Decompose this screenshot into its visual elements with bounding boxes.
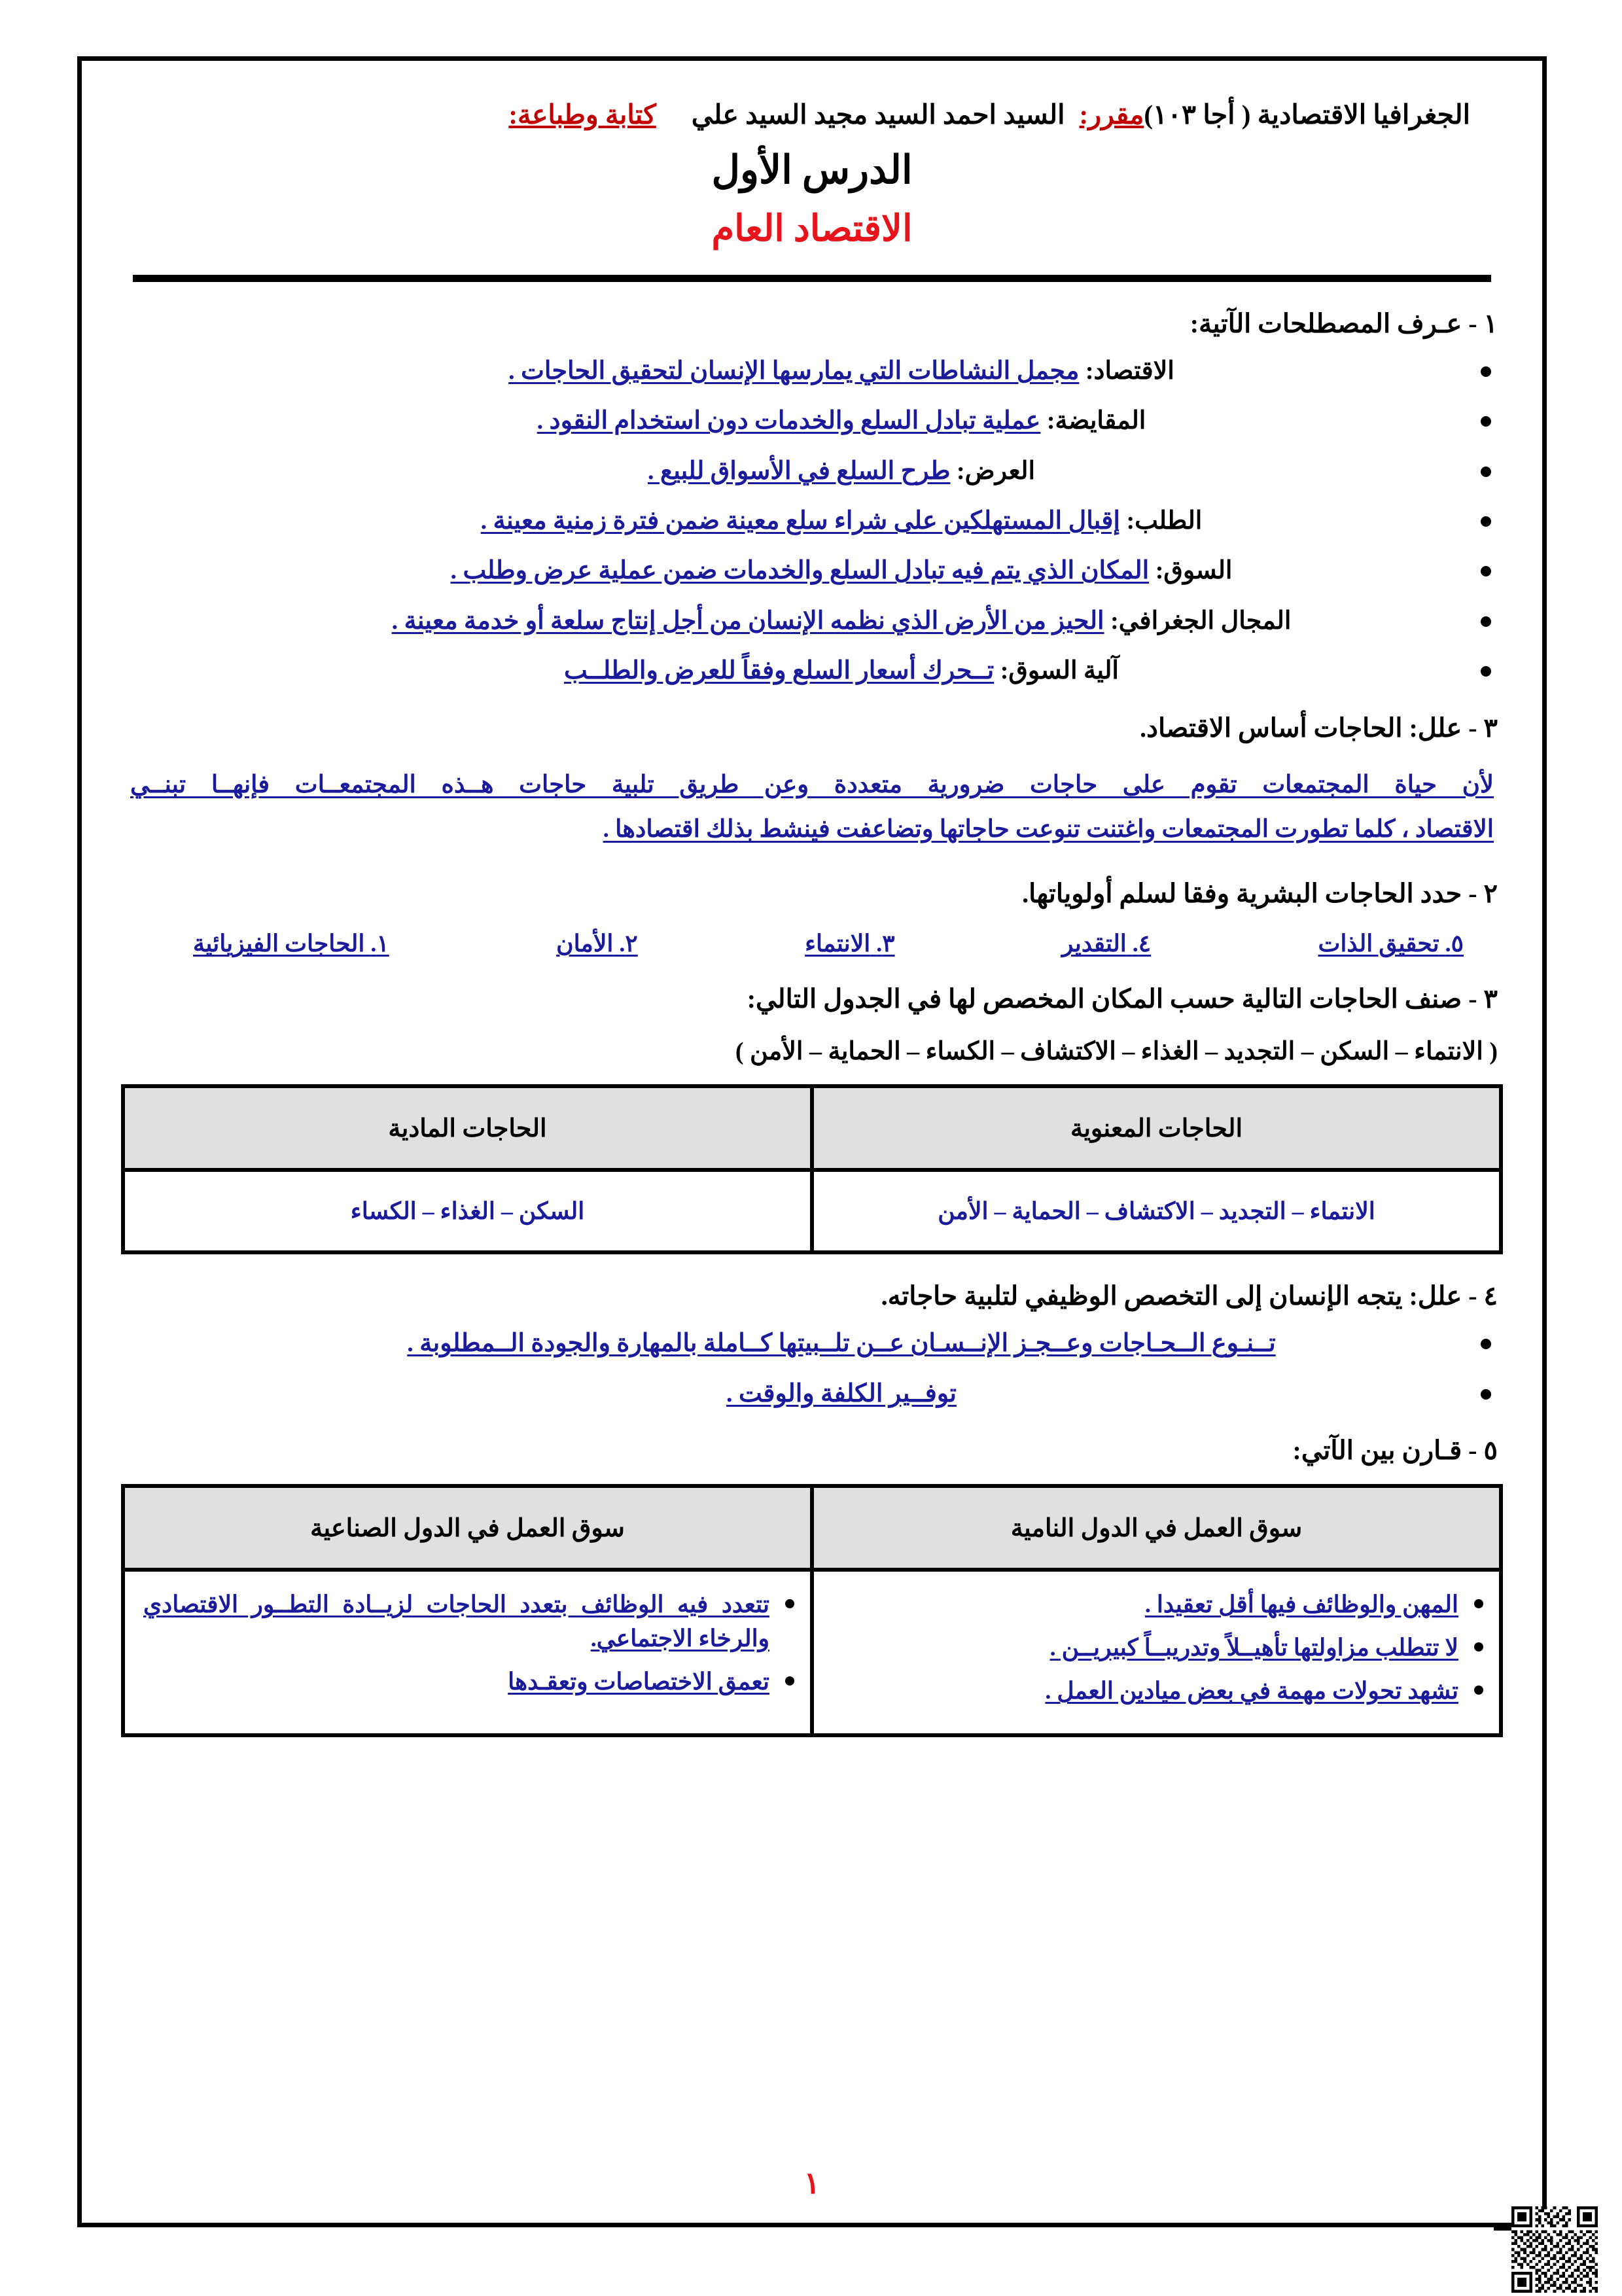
- document-header: [121, 87, 1503, 130]
- question-3b-heading: ٣ - صنف الحاجات التالية حسب المكان المخصص لها في الجدول التالي:: [747, 984, 1498, 1014]
- question-2-heading: ٢ - حدد الحاجات البشرية وفقا لسلم أولوياتها.: [1022, 879, 1498, 909]
- reason-text: توفــير الكلفة والوقت .: [726, 1379, 957, 1407]
- header-author-label: كتابة وطباعة:: [508, 99, 656, 130]
- term-definition: عملية تبادل السلع والخدمات دون استخدام النقود .: [537, 407, 1041, 435]
- term-definition: مجمل النشاطات التي يمارسها الإنسان لتحقيق الحاجات .: [508, 357, 1080, 385]
- term-label: العرض:: [956, 457, 1035, 485]
- list-item: المهن والوظائف فيها أقل تعقيدا .: [824, 1587, 1489, 1621]
- term-label: آلية السوق:: [1000, 657, 1119, 685]
- page-number: ١: [803, 2166, 820, 2200]
- list-item: [121, 356, 1503, 386]
- term-definition: الحيز من الأرض الذي نظمه الإنسان من أجل إنتاج سلعة أو خدمة معينة .: [391, 607, 1104, 635]
- list-item: [805, 930, 894, 957]
- item-number: ١.: [370, 930, 389, 957]
- paragraph-line: الاقتصاد ، كلما تطورت المجتمعات واغتنت تنوعت حاجاتها وتضاعفت فينشط بذلك اقتصادها .: [603, 815, 1494, 843]
- term-label: السوق:: [1155, 557, 1233, 585]
- list-item: [121, 406, 1503, 436]
- list-item: [121, 606, 1503, 636]
- list-item: [1318, 930, 1464, 957]
- cell-material-needs: السكن – الغذاء – الكساء: [123, 1170, 812, 1252]
- item-label: الأمان: [556, 930, 614, 957]
- paragraph-line: لأن حياة المجتمعات تقوم على حاجات ضرورية متعددة وعن طريق تلبية حاجات هــذه المجتمعــات فإنهــا تبنــي: [130, 771, 1494, 798]
- word-bank: ( الانتماء – السكن – التجديد – الغذاء – الاكتشاف – الكساء – الحماية – الأمن ): [735, 1038, 1498, 1066]
- developing-countries-list: [824, 1587, 1489, 1708]
- column-header-material-needs: الحاجات المادية: [123, 1086, 812, 1170]
- list-item: تعمق الاختصاصات وتعقـدها: [135, 1665, 800, 1699]
- cell-industrial-countries: [123, 1570, 812, 1735]
- item-number: ٥.: [1445, 930, 1464, 957]
- lesson-title: الدرس الأول: [711, 149, 913, 192]
- title-divider: [133, 275, 1491, 282]
- list-item: [121, 1379, 1503, 1409]
- cell-developing-countries: [812, 1570, 1501, 1735]
- industrial-countries-list: [135, 1587, 800, 1699]
- term-label: المقايضة:: [1046, 407, 1146, 435]
- table-row: [123, 1570, 1501, 1735]
- qr-code-icon: [1511, 2206, 1598, 2293]
- term-definition: تــحرك أسعار السلع وفقاً للعرض والطلــب: [564, 657, 995, 685]
- reason-text: تــنـوع الــحـاجات وعــجـز الإنــسـان عــن تلــبيتها كــاملة بالمهارة والجودة الــمطلوبة .: [407, 1330, 1276, 1358]
- question-5-heading: ٥ - قـارن بين الآتي:: [1292, 1436, 1498, 1466]
- list-item: [121, 656, 1503, 686]
- terminology-list: [121, 356, 1503, 686]
- term-definition: طرح السلع في الأسواق للبيع .: [647, 457, 951, 485]
- specialization-reasons-list: [121, 1328, 1503, 1409]
- list-item: تتعدد فيه الوظائف بتعدد الحاجات لزيــادة التطــور الاقتصادي والرخاء الاجتماعي.: [135, 1587, 800, 1655]
- column-header-moral-needs: الحاجات المعنوية: [812, 1086, 1501, 1170]
- cell-moral-needs: الانتماء – التجديد – الاكتشاف – الحماية – الأمن: [812, 1170, 1501, 1252]
- column-header-industrial-countries: سوق العمل في الدول الصناعية: [123, 1486, 812, 1570]
- header-course-name: الجغرافيا الاقتصادية ( أجا ١٠٣): [1144, 99, 1470, 130]
- column-header-developing-countries: سوق العمل في الدول النامية: [812, 1486, 1501, 1570]
- question-1-heading: ١ - عـرف المصطلحات الآتية:: [1190, 309, 1498, 338]
- list-item: لا تتطلب مزاولتها تأهيــلاً وتدريبــاً كبيريــن .: [824, 1631, 1489, 1665]
- item-label: الانتماء: [805, 930, 871, 957]
- item-number: ٤.: [1132, 930, 1152, 957]
- question-3a-heading: ٣ - علل: الحاجات أساس الاقتصاد.: [1140, 713, 1498, 743]
- question-4-heading: ٤ - علل: يتجه الإنسان إلى التخصص الوظيفي لتلبية حاجاته.: [881, 1281, 1498, 1311]
- header-course-label: مقرر:: [1079, 99, 1144, 130]
- needs-hierarchy-list: [121, 930, 1503, 957]
- item-label: الحاجات الفيزيائية: [193, 930, 365, 957]
- term-label: الطلب:: [1126, 507, 1203, 535]
- list-item: [121, 1328, 1503, 1358]
- header-author-name: السيد احمد السيد مجيد السيد علي: [691, 99, 1065, 130]
- list-item: [121, 556, 1503, 586]
- item-label: تحقيق الذات: [1318, 930, 1439, 957]
- term-definition: المكان الذي يتم فيه تبادل السلع والخدمات ضمن عملية عرض وطلب .: [450, 557, 1150, 585]
- list-item: [1062, 930, 1151, 957]
- item-label: التقدير: [1061, 930, 1127, 957]
- list-item: [193, 930, 389, 957]
- table-row: [123, 1170, 1501, 1252]
- list-item: [121, 456, 1503, 486]
- term-label: المجال الجغرافي:: [1110, 607, 1292, 635]
- list-item: [121, 506, 1503, 536]
- term-label: الاقتصاد:: [1085, 357, 1174, 385]
- table-header-row: [123, 1086, 1501, 1170]
- needs-classification-table: [121, 1084, 1503, 1254]
- table-header-row: [123, 1486, 1501, 1570]
- list-item: تشهد تحولات مهمة في بعض ميادين العمل .: [824, 1674, 1489, 1708]
- lesson-subject-title: الاقتصاد العام: [711, 209, 913, 249]
- term-definition: إقبال المستهلكين على شراء سلع معينة ضمن فترة زمنية معينة .: [480, 507, 1120, 535]
- page-content: [121, 87, 1503, 2210]
- item-number: ٢.: [619, 930, 638, 957]
- labor-market-comparison-table: [121, 1484, 1503, 1737]
- page-border: [77, 56, 1547, 2227]
- list-item: [556, 930, 638, 957]
- explanation-paragraph: [121, 763, 1503, 853]
- item-number: ٣.: [876, 930, 895, 957]
